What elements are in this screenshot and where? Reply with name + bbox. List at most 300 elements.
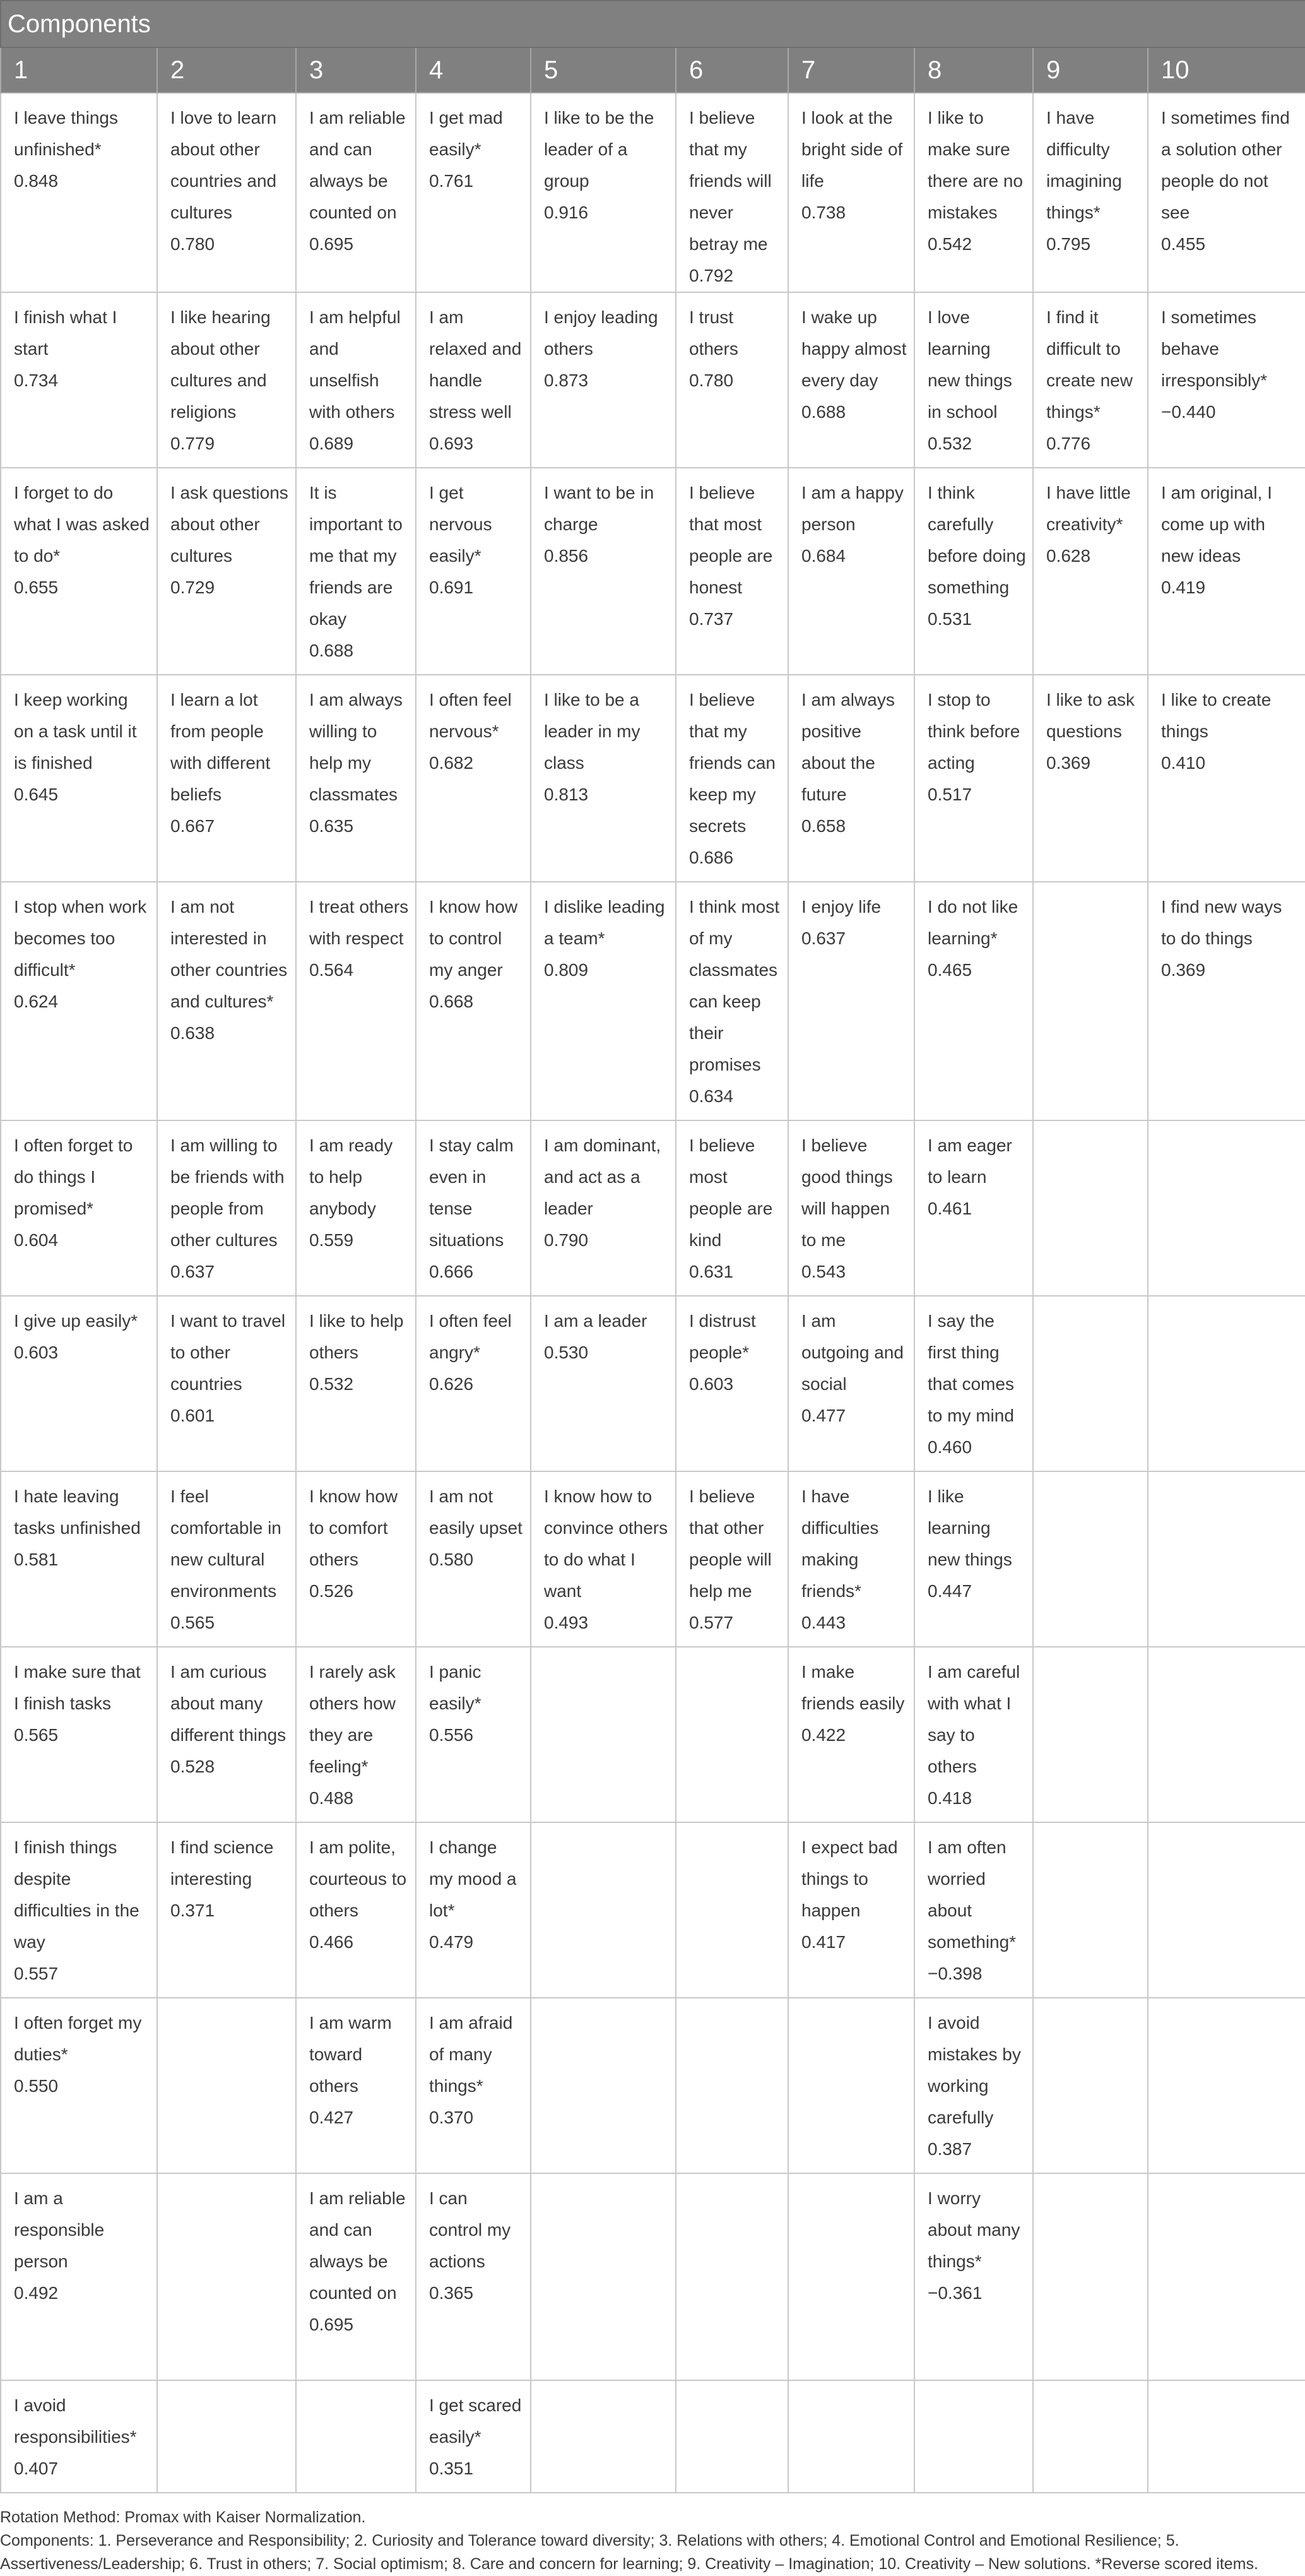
loading-value: 0.460: [928, 1437, 972, 1457]
table-row: [1, 1822, 1305, 1998]
loading-value: 0.738: [801, 203, 846, 222]
table-row: [1, 1998, 1305, 2173]
loading-value: 0.556: [429, 1725, 474, 1745]
table-cell: [914, 1998, 1033, 2173]
loading-value: 0.761: [429, 171, 474, 191]
item-text: I love learning new things in school: [928, 307, 1012, 422]
table-cell: [157, 468, 296, 675]
item-text: I am a happy person: [801, 483, 904, 534]
column-header: 5: [531, 47, 676, 93]
item-text: I make sure that I finish tasks: [14, 1662, 141, 1713]
loading-value: 0.809: [544, 960, 589, 980]
table-cell: [296, 2380, 416, 2493]
loading-value: 0.780: [170, 234, 215, 254]
table-cell: [788, 2173, 914, 2380]
table-cell: [416, 468, 531, 675]
item-text: I know how to convince others to do what I want: [544, 1487, 668, 1601]
loading-value: 0.634: [689, 1086, 734, 1106]
column-header: 10: [1148, 47, 1305, 93]
item-text: I like to make sure there are no mistakes: [928, 108, 1023, 222]
loading-value: 0.686: [689, 848, 734, 867]
item-text: I stop to think before acting: [928, 690, 1020, 773]
table-cell: [1148, 1471, 1305, 1647]
table-cell: [416, 292, 531, 468]
table-cell: [531, 1296, 676, 1471]
loading-value: 0.577: [689, 1613, 734, 1632]
table-cell: [788, 93, 914, 292]
item-text: I often feel nervous*: [429, 690, 512, 741]
table-title: Components: [1, 1, 1305, 47]
table-cell: [1033, 1120, 1148, 1296]
loading-value: 0.856: [544, 546, 589, 566]
item-text: I am a responsible person: [14, 2188, 105, 2271]
item-text: I think carefully before doing something: [928, 483, 1026, 597]
item-text: I am ready to help anybody: [309, 1136, 393, 1218]
item-text: I believe that other people will help me: [689, 1487, 772, 1601]
table-cell: [157, 2380, 296, 2493]
table-cell: [914, 1296, 1033, 1471]
table-row: [1, 2173, 1305, 2380]
table-cell: [416, 675, 531, 882]
item-text: I expect bad things to happen: [801, 1837, 898, 1920]
column-header: 6: [676, 47, 788, 93]
table-cell: [296, 2173, 416, 2380]
table-cell: [157, 882, 296, 1120]
loading-value: 0.488: [309, 1788, 354, 1808]
table-cell: [296, 93, 416, 292]
loading-value: 0.370: [429, 2108, 474, 2127]
table-cell: [1, 675, 157, 882]
table-cell: [1033, 1647, 1148, 1822]
loading-value: 0.447: [928, 1581, 972, 1601]
loading-value: 0.695: [309, 234, 354, 254]
table-cell: [676, 1120, 788, 1296]
table-row: [1, 292, 1305, 468]
loading-value: −0.398: [928, 1964, 983, 1983]
table-cell: [914, 2380, 1033, 2493]
item-text: I rarely ask others how they are feeling*: [309, 1662, 396, 1776]
item-text: I love to learn about other countries and cultures: [170, 108, 277, 222]
item-text: I like to ask questions: [1046, 690, 1135, 741]
table-cell: [157, 1998, 296, 2173]
table-row: [1, 2380, 1305, 2493]
item-text: I am relaxed and handle stress well: [429, 307, 522, 422]
table-cell: [531, 93, 676, 292]
table-cell: [1033, 882, 1148, 1120]
table-cell: [416, 2173, 531, 2380]
table-body: [1, 93, 1305, 2493]
item-text: I am afraid of many things*: [429, 2013, 513, 2096]
item-text: I make friends easily: [801, 1662, 905, 1713]
loading-value: 0.492: [14, 2283, 59, 2303]
loading-value: 0.603: [14, 1343, 59, 1362]
table-cell: [1033, 292, 1148, 468]
loading-value: −0.440: [1161, 402, 1216, 422]
table-cell: [157, 2173, 296, 2380]
loading-value: 0.688: [801, 402, 846, 422]
item-text: I get nervous easily*: [429, 483, 492, 566]
loading-value: 0.466: [309, 1932, 354, 1952]
table-cell: [1, 1998, 157, 2173]
table-cell: [531, 1647, 676, 1822]
table-cell: [296, 1471, 416, 1647]
item-text: I am outgoing and social: [801, 1311, 904, 1394]
table-cell: [1148, 2173, 1305, 2380]
item-text: I am original, I come up with new ideas: [1161, 483, 1272, 566]
table-cell: [416, 2380, 531, 2493]
item-text: I believe that my friends will never betray me: [689, 108, 772, 254]
item-text: I believe that most people are honest: [689, 483, 773, 597]
item-text: I believe good things will happen to me: [801, 1136, 893, 1250]
loading-value: 0.422: [801, 1725, 846, 1745]
table-cell: [788, 1647, 914, 1822]
table-cell: [1033, 675, 1148, 882]
item-text: I keep working on a task until it is finished: [14, 690, 137, 773]
loading-value: 0.461: [928, 1199, 972, 1218]
column-header: 3: [296, 47, 416, 93]
loading-value: 0.604: [14, 1230, 59, 1250]
table-cell: [416, 882, 531, 1120]
loading-value: 0.666: [429, 1262, 474, 1281]
table-row: [1, 1296, 1305, 1471]
loading-value: 0.542: [928, 234, 972, 254]
loading-value: 0.689: [309, 434, 354, 453]
table-cell: [676, 93, 788, 292]
table-cell: [296, 1647, 416, 1822]
table-row: [1, 1647, 1305, 1822]
loading-value: 0.351: [429, 2459, 474, 2478]
item-text: I feel comfortable in new cultural environments: [170, 1487, 281, 1601]
loading-value: 0.626: [429, 1374, 474, 1394]
table-cell: [1033, 1998, 1148, 2173]
item-text: I am willing to be friends with people from other cultures: [170, 1136, 285, 1250]
loading-value: 0.443: [801, 1613, 846, 1632]
item-text: I want to be in charge: [544, 483, 654, 534]
loading-value: 0.419: [1161, 578, 1206, 597]
column-header: 4: [416, 47, 531, 93]
table-row: [1, 468, 1305, 675]
table-cell: [1033, 2173, 1148, 2380]
table-cell: [1148, 93, 1305, 292]
column-header: 7: [788, 47, 914, 93]
loading-value: 0.637: [170, 1262, 215, 1281]
column-header-row: [1, 47, 1305, 93]
table-cell: [1148, 468, 1305, 675]
table-cell: [157, 1296, 296, 1471]
table-cell: [914, 292, 1033, 468]
item-text: I change my mood a lot*: [429, 1837, 517, 1920]
loading-value: 0.365: [429, 2283, 474, 2303]
loading-value: 0.693: [429, 434, 474, 453]
loading-value: 0.371: [170, 1901, 215, 1920]
table-cell: [914, 1120, 1033, 1296]
table-cell: [676, 468, 788, 675]
item-text: I distrust people*: [689, 1311, 756, 1362]
table-cell: [416, 93, 531, 292]
item-text: I know how to comfort others: [309, 1487, 398, 1569]
table-cell: [914, 1471, 1033, 1647]
table-row: [1, 1471, 1305, 1647]
table-cell: [676, 882, 788, 1120]
table-cell: [1, 93, 157, 292]
loading-value: 0.684: [801, 546, 846, 566]
item-text: I say the first thing that comes to my mind: [928, 1311, 1014, 1425]
loading-value: 0.792: [689, 266, 734, 285]
loading-value: 0.565: [14, 1725, 59, 1745]
table-cell: [1033, 93, 1148, 292]
loading-value: 0.565: [170, 1613, 215, 1632]
item-text: I dislike leading a team*: [544, 897, 665, 948]
table-cell: [1148, 1647, 1305, 1822]
loading-value: 0.848: [14, 171, 59, 191]
item-text: I panic easily*: [429, 1662, 481, 1713]
table-cell: [296, 1998, 416, 2173]
table-cell: [1, 1822, 157, 1998]
loading-value: 0.427: [309, 2108, 354, 2127]
loading-value: 0.387: [928, 2139, 972, 2159]
item-text: I like learning new things: [928, 1487, 1012, 1569]
item-text: I like hearing about other cultures and religions: [170, 307, 271, 422]
item-text: I like to be a leader in my class: [544, 690, 641, 773]
loading-value: 0.407: [14, 2459, 59, 2478]
table-cell: [1148, 1120, 1305, 1296]
table-cell: [1, 1296, 157, 1471]
loading-value: 0.734: [14, 371, 59, 390]
loading-value: 0.628: [1046, 546, 1091, 566]
column-header: 8: [914, 47, 1033, 93]
table-cell: [416, 1471, 531, 1647]
item-text: I am a leader: [544, 1311, 647, 1331]
loading-value: 0.526: [309, 1581, 354, 1601]
item-text: I stay calm even in tense situations: [429, 1136, 514, 1250]
table-cell: [1, 1120, 157, 1296]
loading-value: 0.655: [14, 578, 59, 597]
item-text: I am always willing to help my classmates: [309, 690, 403, 804]
table-cell: [1148, 675, 1305, 882]
loading-value: 0.667: [170, 816, 215, 836]
item-text: I finish what I start: [14, 307, 117, 359]
item-text: I enjoy life: [801, 897, 882, 917]
loading-value: 0.668: [429, 992, 474, 1011]
item-text: I finish things despite difficulties in the way: [14, 1837, 139, 1952]
item-text: I have difficulty imagining things*: [1046, 108, 1122, 222]
item-text: I often forget to do things I promised*: [14, 1136, 133, 1218]
table-cell: [296, 1822, 416, 1998]
loading-value: 0.564: [309, 960, 354, 980]
table-cell: [416, 1296, 531, 1471]
table-cell: [1033, 2380, 1148, 2493]
item-text: It is important to me that my friends are okay: [309, 483, 403, 629]
table-cell: [1148, 292, 1305, 468]
loading-value: 0.682: [429, 753, 474, 773]
table-cell: [788, 882, 914, 1120]
table-cell: [1148, 1998, 1305, 2173]
loading-value: 0.603: [689, 1374, 734, 1394]
table-cell: [788, 1822, 914, 1998]
item-text: I am careful with what I say to others: [928, 1662, 1020, 1776]
item-text: I avoid mistakes by working carefully: [928, 2013, 1021, 2127]
table-cell: [157, 1120, 296, 1296]
loading-value: 0.581: [14, 1550, 59, 1569]
column-header: 1: [1, 47, 157, 93]
table-cell: [676, 1296, 788, 1471]
table-cell: [676, 1647, 788, 1822]
loading-value: 0.418: [928, 1788, 972, 1808]
loading-value: 0.479: [429, 1932, 474, 1952]
table-cell: [676, 1822, 788, 1998]
item-text: I leave things unfinished*: [14, 108, 118, 159]
table-cell: [788, 1998, 914, 2173]
table-cell: [531, 1822, 676, 1998]
table-cell: [1, 882, 157, 1120]
item-text: I am often worried about something*: [928, 1837, 1017, 1952]
loading-value: 0.559: [309, 1230, 354, 1250]
item-text: I am eager to learn: [928, 1136, 1012, 1187]
table-cell: [531, 2173, 676, 2380]
item-text: I am reliable and can always be counted on: [309, 108, 406, 222]
item-text: I sometimes behave irresponsibly*: [1161, 307, 1268, 390]
table-cell: [914, 882, 1033, 1120]
table-cell: [676, 292, 788, 468]
table-cell: [1148, 1296, 1305, 1471]
table-cell: [296, 468, 416, 675]
loading-value: 0.465: [928, 960, 972, 980]
item-text: I like to create things: [1161, 690, 1272, 741]
loading-value: 0.601: [170, 1406, 215, 1425]
table-cell: [416, 1120, 531, 1296]
item-text: I believe that my friends can keep my secrets: [689, 690, 776, 836]
item-text: I am polite, courteous to others: [309, 1837, 407, 1920]
loading-value: 0.455: [1161, 234, 1206, 254]
item-text: I avoid responsibilities*: [14, 2395, 137, 2447]
table-row: [1, 675, 1305, 882]
loading-value: 0.691: [429, 578, 474, 597]
table-cell: [1, 468, 157, 675]
item-text: I forget to do what I was asked to do*: [14, 483, 150, 566]
table-cell: [1033, 1822, 1148, 1998]
item-text: I am not interested in other countries and cultures*: [170, 897, 288, 1011]
loading-value: 0.557: [14, 1964, 59, 1983]
loading-value: 0.635: [309, 816, 354, 836]
loading-value: 0.779: [170, 434, 215, 453]
table-cell: [914, 468, 1033, 675]
column-header: 2: [157, 47, 296, 93]
table-row: [1, 882, 1305, 1120]
item-text: I stop when work becomes too difficult*: [14, 897, 147, 980]
table-cell: [296, 675, 416, 882]
item-text: I have difficulties making friends*: [801, 1487, 879, 1601]
item-text: I like to be the leader of a group: [544, 108, 654, 191]
table-cell: [914, 93, 1033, 292]
item-text: I find new ways to do things: [1161, 897, 1282, 948]
item-text: I give up easily*: [14, 1311, 138, 1331]
table-cell: [416, 1998, 531, 2173]
item-text: I am curious about many different things: [170, 1662, 286, 1745]
item-text: I am helpful and unselfish with others: [309, 307, 401, 422]
item-text: I am dominant, and act as a leader: [544, 1136, 661, 1218]
table-cell: [788, 468, 914, 675]
loading-value: 0.410: [1161, 753, 1206, 773]
table-cell: [788, 675, 914, 882]
table-cell: [1, 292, 157, 468]
table-cell: [1033, 1296, 1148, 1471]
table-cell: [157, 675, 296, 882]
loading-value: 0.790: [544, 1230, 589, 1250]
table-cell: [157, 1822, 296, 1998]
item-text: I find science interesting: [170, 1837, 274, 1889]
loading-value: 0.737: [689, 609, 734, 629]
loading-value: 0.695: [309, 2315, 354, 2334]
loading-value: 0.493: [544, 1613, 589, 1632]
table-row: [1, 93, 1305, 292]
table-cell: [531, 675, 676, 882]
item-text: I am warm toward others: [309, 2013, 392, 2096]
loading-value: 0.517: [928, 785, 972, 804]
table-cell: [531, 882, 676, 1120]
loading-value: 0.624: [14, 992, 59, 1011]
loading-value: 0.658: [801, 816, 846, 836]
loading-value: 0.369: [1161, 960, 1206, 980]
table-row: [1, 1120, 1305, 1296]
table-cell: [296, 1296, 416, 1471]
item-text: I can control my actions: [429, 2188, 511, 2271]
item-text: I worry about many things*: [928, 2188, 1020, 2271]
table-cell: [788, 1120, 914, 1296]
item-text: I trust others: [689, 307, 738, 359]
table-cell: [157, 93, 296, 292]
table-cell: [788, 1471, 914, 1647]
loading-value: 0.776: [1046, 434, 1091, 453]
column-header: 9: [1033, 47, 1148, 93]
loading-value: 0.550: [14, 2076, 59, 2096]
item-text: I wake up happy almost every day: [801, 307, 907, 390]
table-cell: [676, 2380, 788, 2493]
table-cell: [788, 2380, 914, 2493]
loading-value: 0.780: [689, 371, 734, 390]
loading-value: 0.645: [14, 785, 59, 804]
table-cell: [1, 2380, 157, 2493]
loading-value: 0.688: [309, 641, 354, 660]
table-cell: [1, 2173, 157, 2380]
table-cell: [676, 1998, 788, 2173]
item-text: I treat others with respect: [309, 897, 409, 948]
loading-value: 0.729: [170, 578, 215, 597]
item-text: I believe most people are kind: [689, 1136, 773, 1250]
table-footnotes: [0, 2493, 1305, 2576]
table-cell: [531, 1471, 676, 1647]
table-cell: [296, 292, 416, 468]
table-cell: [531, 468, 676, 675]
table-cell: [914, 2173, 1033, 2380]
item-text: I sometimes find a solution other people do not see: [1161, 108, 1290, 222]
loading-value: 0.916: [544, 203, 589, 222]
loading-value: 0.873: [544, 371, 589, 390]
item-text: I want to travel to other countries: [170, 1311, 286, 1394]
table-cell: [157, 1647, 296, 1822]
loading-value: 0.813: [544, 785, 589, 804]
item-text: I find it difficult to create new things*: [1046, 307, 1133, 422]
table-title-row: [1, 1, 1305, 47]
item-text: I think most of my classmates can keep their promises: [689, 897, 780, 1074]
table-cell: [914, 1822, 1033, 1998]
table-cell: [531, 1998, 676, 2173]
loading-value: 0.795: [1046, 234, 1091, 254]
table-cell: [296, 882, 416, 1120]
table-cell: [157, 292, 296, 468]
table-cell: [1033, 1471, 1148, 1647]
table-cell: [1, 1647, 157, 1822]
loading-value: 0.532: [928, 434, 972, 453]
